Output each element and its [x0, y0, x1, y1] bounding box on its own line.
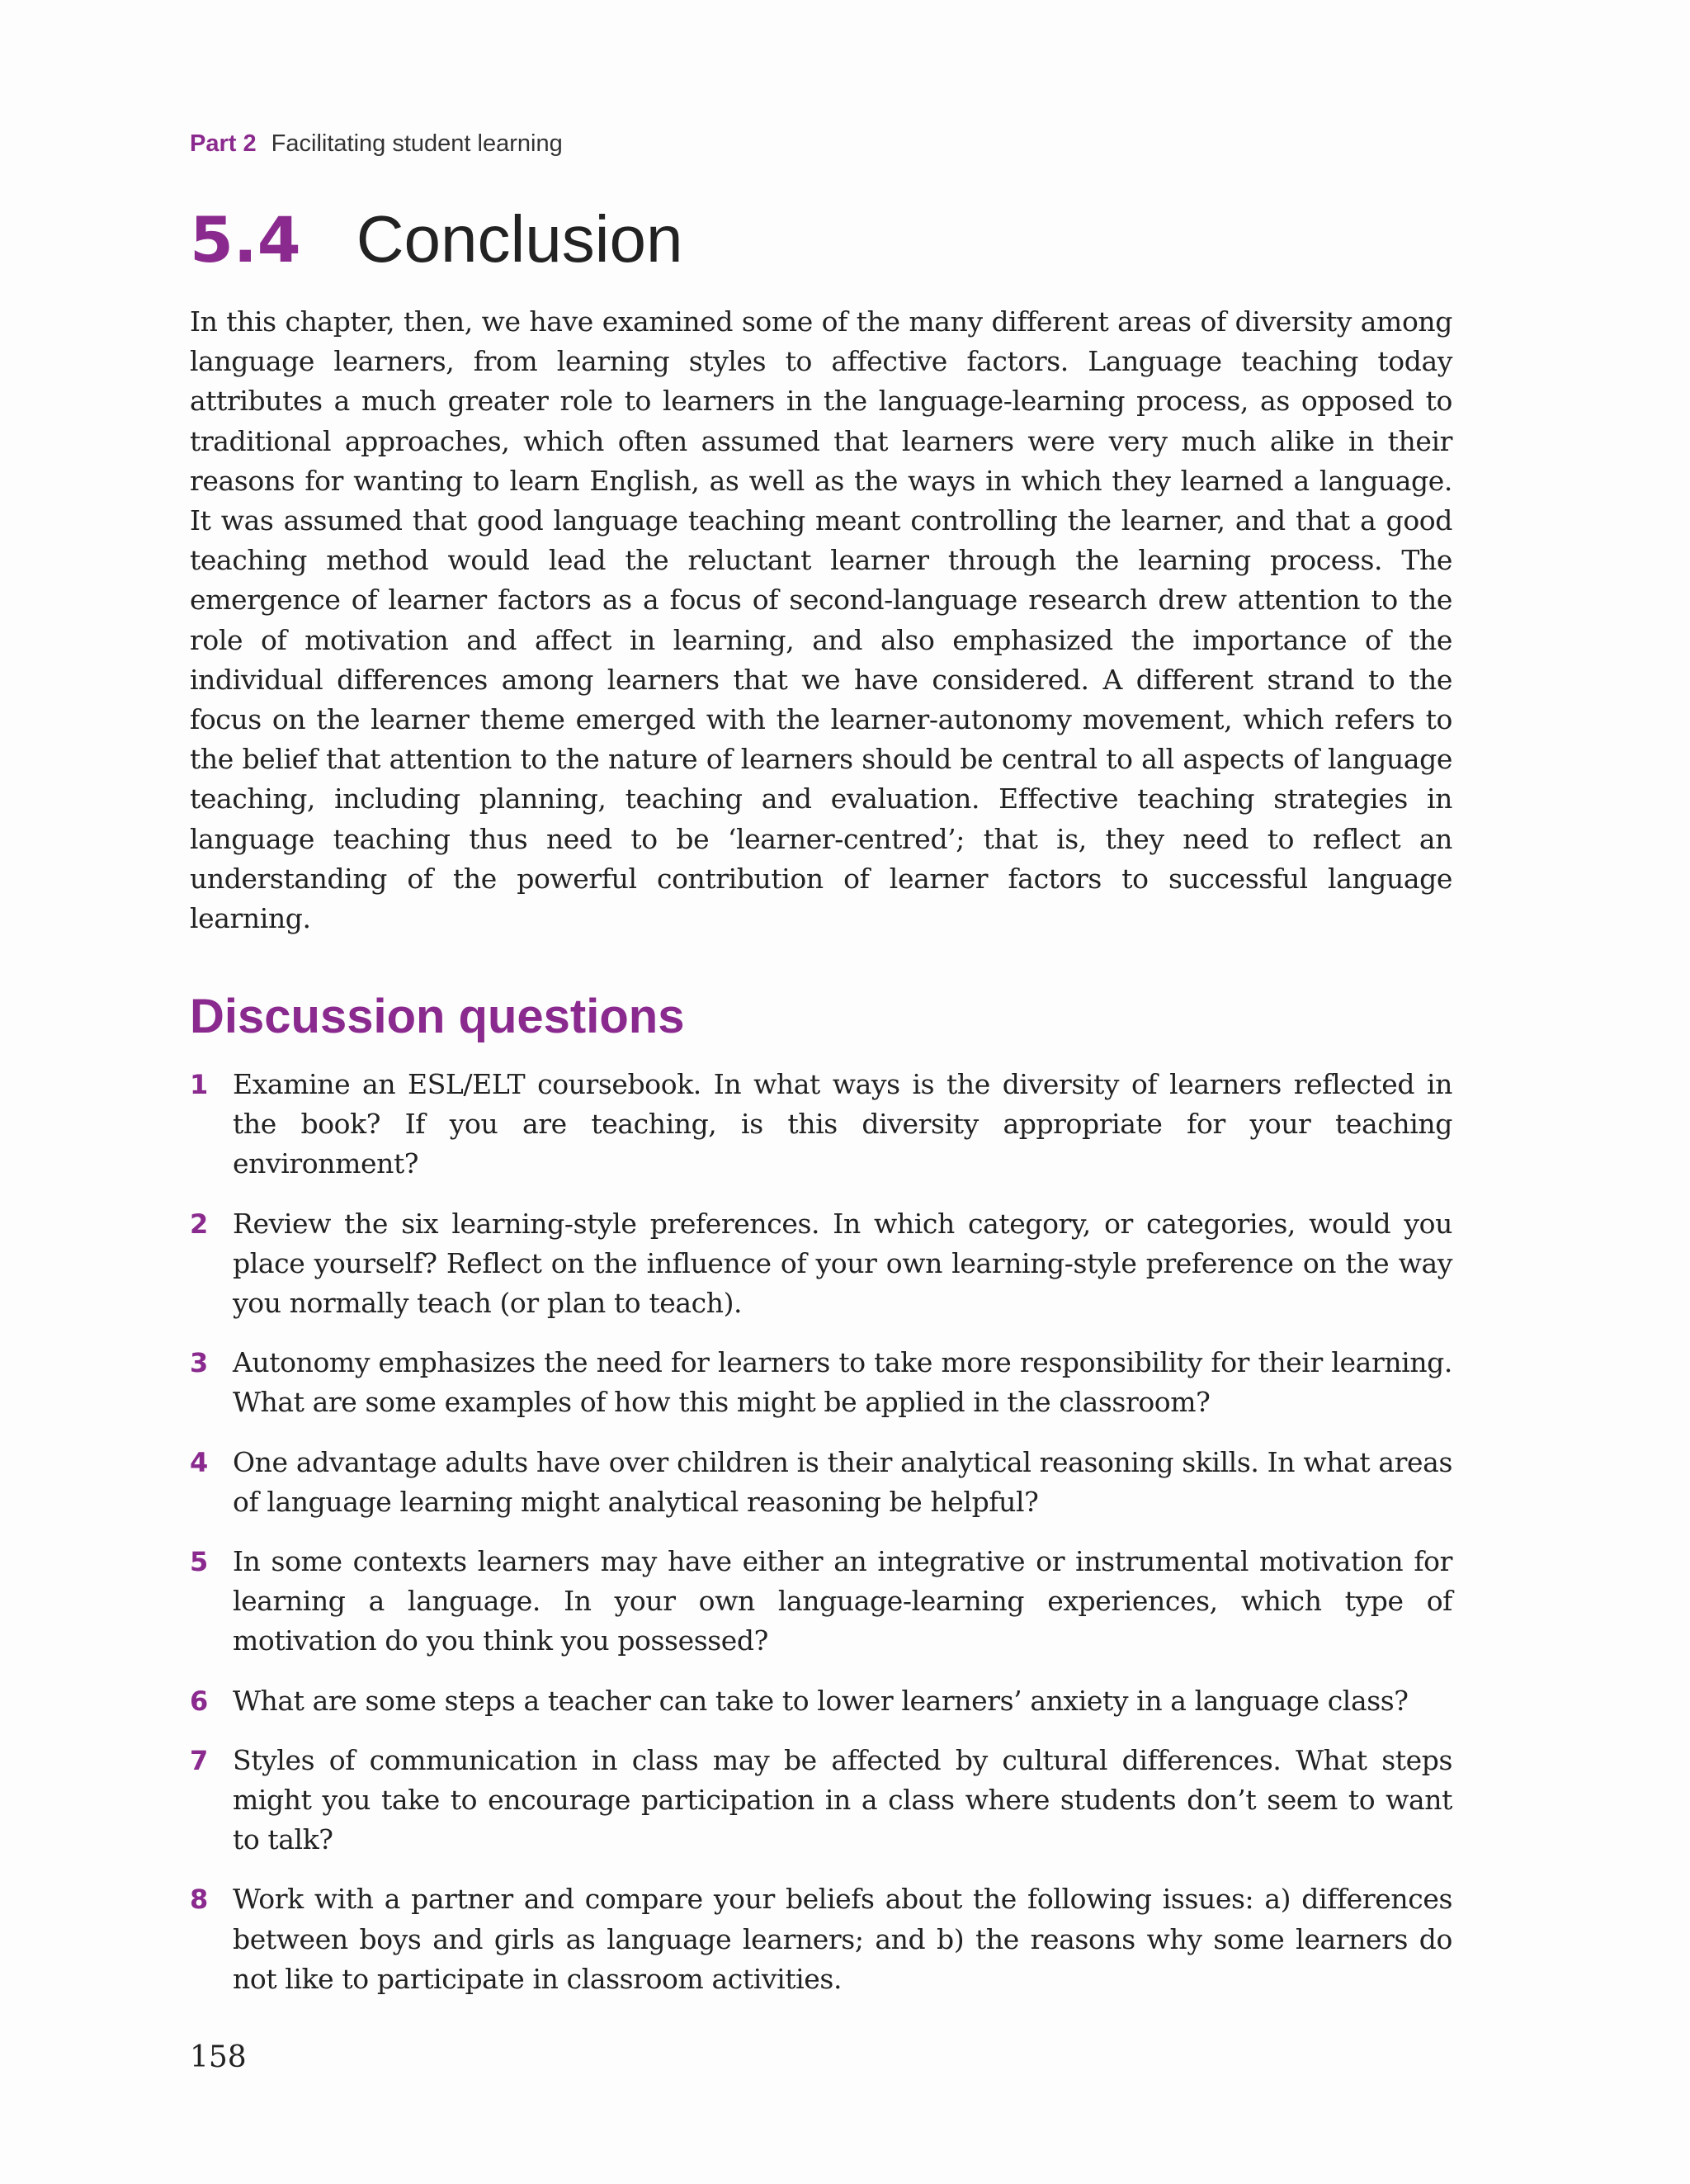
discussion-heading: Discussion questions — [190, 990, 685, 1043]
running-head — [190, 130, 563, 158]
discussion-question — [190, 1443, 1452, 1522]
discussion-questions-list — [190, 1065, 1452, 2019]
question-text: What are some steps a teacher can take to lower learners’ anxiety in a language class? — [233, 1684, 1409, 1717]
discussion-question — [190, 1681, 1452, 1721]
question-number: 4 — [190, 1446, 208, 1478]
section-title: Conclusion — [356, 202, 683, 276]
discussion-question — [190, 1542, 1452, 1662]
question-text: Styles of communication in class may be affected by cultural differences. What steps might you take to encourage participation in a class where students don’t seem to want to talk? — [233, 1743, 1452, 1856]
question-text: Examine an ESL/ELT coursebook. In what ways is the diversity of learners reflected in the book? If you are teaching, is this diversity appropriate for your teaching environment? — [233, 1068, 1452, 1180]
running-head-part: Part 2 — [190, 130, 257, 157]
question-number: 2 — [190, 1208, 208, 1240]
question-number: 7 — [190, 1744, 208, 1776]
section-number: 5.4 — [190, 203, 301, 277]
discussion-question — [190, 1879, 1452, 1999]
running-head-title: Facilitating student learning — [271, 130, 563, 157]
question-text: Work with a partner and compare your beliefs about the following issues: a) differences between boys and girls as language learners; and b) the reasons why some learners do not like to participate in classroom activities. — [233, 1883, 1452, 1995]
question-text: In some contexts learners may have either an integrative or instrumental motivation for learning a language. In your own language-learning experiences, which type of motivation do you think you possessed? — [233, 1545, 1452, 1657]
discussion-question — [190, 1204, 1452, 1324]
question-number: 1 — [190, 1069, 208, 1100]
question-text: Autonomy emphasizes the need for learners to take more responsibility for their learning. What are some examples of how this might be applied in the classroom? — [233, 1346, 1452, 1419]
question-number: 8 — [190, 1884, 208, 1916]
discussion-question — [190, 1741, 1452, 1860]
section-heading — [190, 202, 683, 277]
page-number: 158 — [190, 2040, 247, 2074]
body-paragraph: In this chapter, then, we have examined some of the many different areas of diversity among language learners, from learning styles to affective factors. Language teaching today attributes a much greater role to learners in the language-learning process, as opposed to traditional approaches, which often assumed that learners were very much alike in their reasons for wanting to learn English, as well as the ways in which they learned a language. It was assumed that good language teaching meant controlling the learner, and that a good teaching method would lead the reluctant learner through the learning process. The emergence of learner factors as a focus of second-language research drew attention to the role of motivation and affect in learning, and also emphasized the importance of the individual differences among learners that we have considered. A different strand to the focus on the learner theme emerged with the learner-autonomy movement, which refers to the belief that attention to the nature of learners should be central to all aspects of language teaching, including planning, teaching and evaluation. Effective teaching strategies in language teaching thus need to be ‘learner-centred’; that is, they need to reflect an understanding of the powerful contribution of learner factors to successful language learning. — [190, 305, 1452, 935]
discussion-question — [190, 1343, 1452, 1422]
question-text: Review the six learning-style preferences. In which category, or categories, would you place yourself? Reflect on the influence of your own learning-style preference on the way you normally teach (or plan to teach). — [233, 1207, 1452, 1320]
question-number: 5 — [190, 1546, 208, 1578]
question-number: 6 — [190, 1685, 208, 1717]
question-number: 3 — [190, 1347, 208, 1379]
question-text: One advantage adults have over children is their analytical reasoning skills. In what areas of language learning might analytical reasoning be helpful? — [233, 1445, 1452, 1518]
discussion-question — [190, 1065, 1452, 1184]
